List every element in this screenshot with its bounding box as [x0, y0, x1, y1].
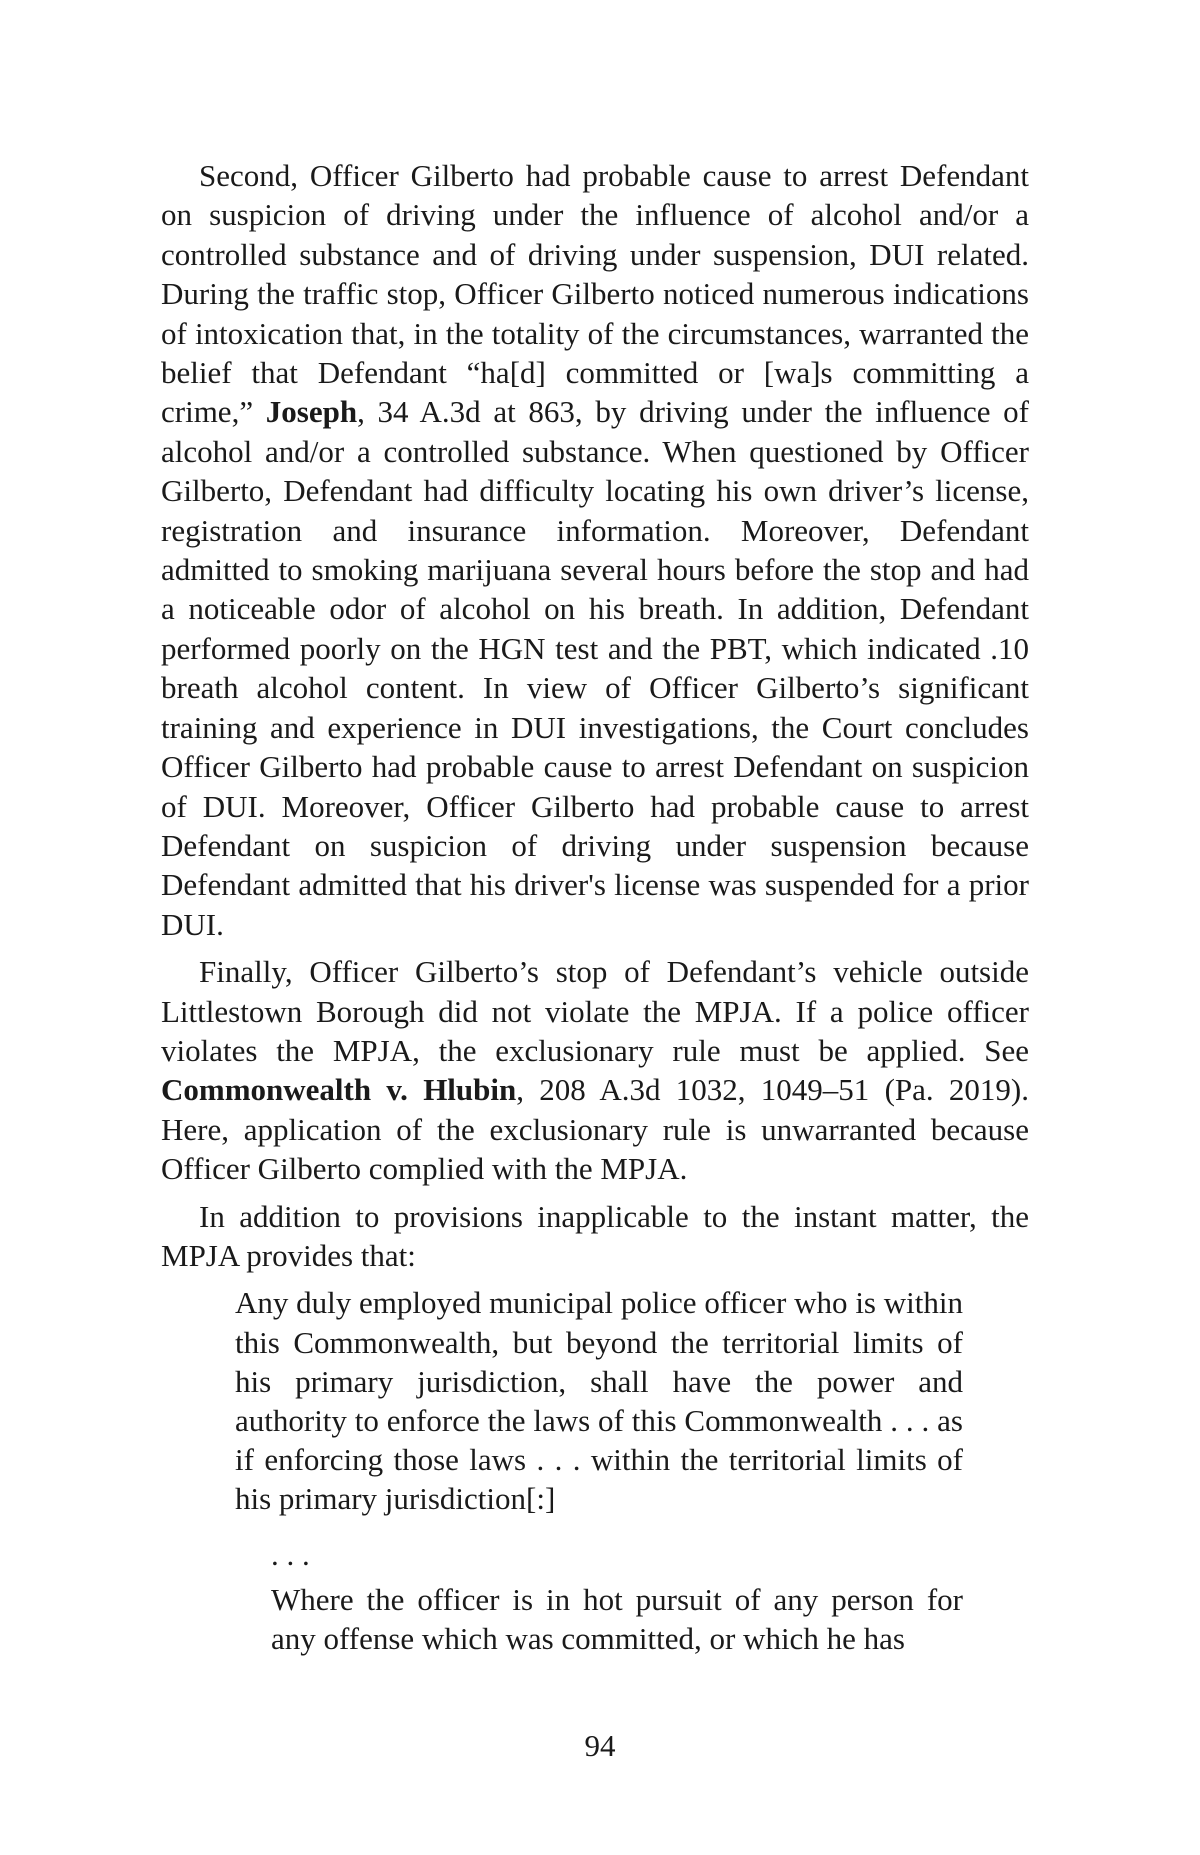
block-quote [235, 1283, 963, 1658]
paragraph-text: Finally, Officer Gilberto’s stop of Defendant’s vehicle outside Littlestown Borough did not violate the MPJA. If a police officer violates the MPJA, the exclusionary rule must be applied. See [161, 954, 1029, 1068]
case-citation-hlubin: Commonwealth v. Hlubin [161, 1072, 517, 1108]
paragraph-mpja-stop [161, 952, 1029, 1188]
paragraph-mpja-provisions [161, 1197, 1029, 1276]
paragraph-text: In addition to provisions inapplicable to the instant matter, the MPJA provides that: [161, 1198, 1029, 1273]
paragraph-text: Second, Officer Gilberto had probable cause to arrest Defendant on suspicion of driving under the influence of alcohol and/or a controlled substance and of driving under suspension, DUI related. During the traffic stop, Officer Gilberto noticed numerous indications of intoxication that, in the totality of the circumstances, warranted the belief that Defendant “ha[d] committed or [wa]s committing a crime,” [161, 158, 1029, 430]
block-quote-ellipsis: . . . [271, 1536, 310, 1572]
document-page [161, 156, 1029, 1658]
case-citation-joseph: Joseph [265, 394, 358, 430]
block-quote-subsection: Where the officer is in hot pursuit of any person for any offense which was committed, or which he has [271, 1581, 963, 1656]
paragraph-probable-cause [161, 156, 1029, 944]
paragraph-text: , 34 A.3d at 863, by driving under the influence of alcohol and/or a controlled substance. When questioned by Officer Gilberto, Defendant had difficulty locating his own driver’s license, registration and insurance information. Moreover, Defendant admitted to smoking marijuana several hours before the stop and had a noticeable odor of alcohol on his breath. In addition, Defendant performed poorly on the HGN test and the PBT, which indicated .10 breath alcohol content. In view of Officer Gilberto’s significant training and experience in DUI investigations, the Court concludes Officer Gilberto had probable cause to arrest Defendant on suspicion of DUI. Moreover, Officer Gilberto had probable cause to arrest Defendant on suspicion of driving under suspension because Defendant admitted that his driver's license was suspended for a prior DUI. [161, 394, 1030, 942]
block-quote-text: Any duly employed municipal police officer who is within this Commonwealth, but beyond the territorial limits of his primary jurisdiction, shall have the power and authority to enforce the laws of this Commonwealth . . . as if enforcing those laws . . . within the territorial limits of his primary jurisdiction[:] [235, 1285, 963, 1517]
page-number: 94 [584, 1728, 616, 1763]
paragraph-text: , 208 A.3d 1032, 1049–51 (Pa. 2019). Here, application of the exclusionary rule is unwarranted because Officer Gilberto complied with the MPJA. [161, 1072, 1030, 1187]
